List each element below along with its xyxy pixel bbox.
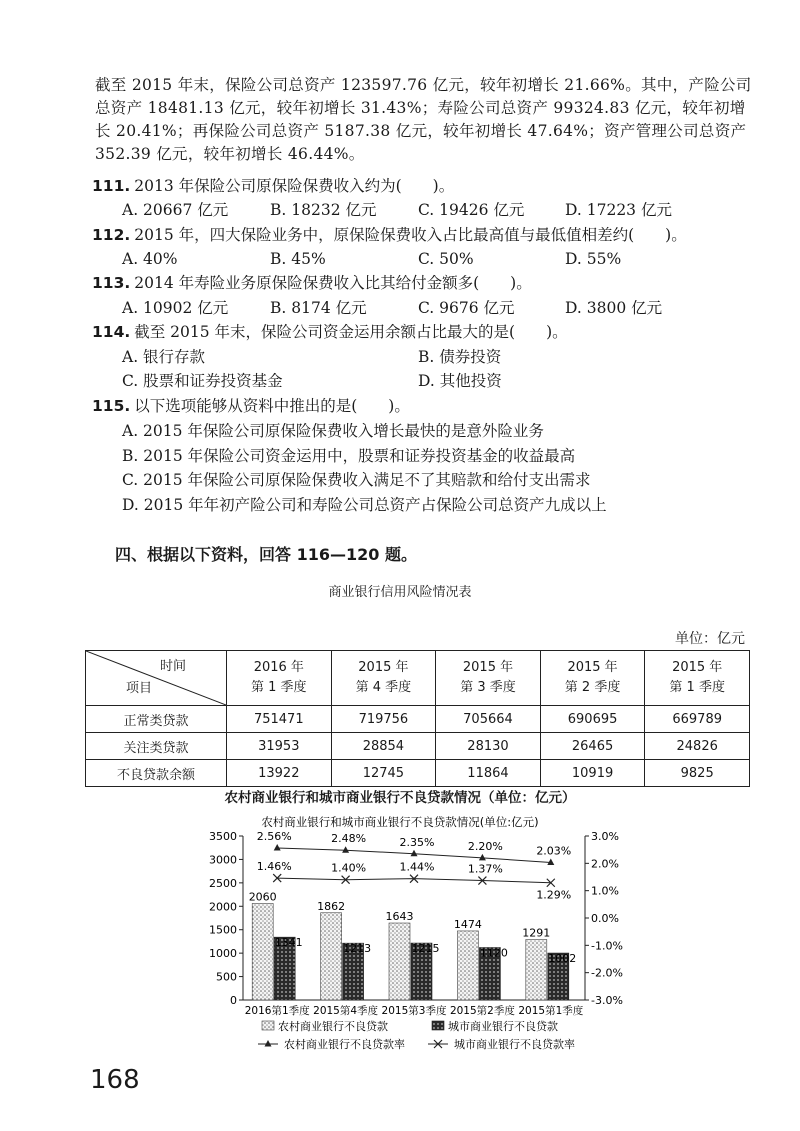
rural-rate-point xyxy=(479,854,486,861)
bar-rural xyxy=(457,931,478,1000)
left-tick-label: 500 xyxy=(216,970,237,984)
table-cell: 10919 xyxy=(540,760,645,787)
question-text: 2014 年寿险业务原保险保费收入比其给付金额多( )。 xyxy=(134,274,532,292)
option-a[interactable]: A. 40% xyxy=(122,250,178,268)
bar-rural xyxy=(252,903,273,1000)
bar-rural xyxy=(526,940,547,1000)
legend-label: 农村商业银行不良贷款 xyxy=(278,1020,388,1033)
option-c[interactable]: C. 股票和证券投资基金 xyxy=(122,372,283,390)
bar-value-label: 1213 xyxy=(343,942,372,956)
left-tick-label: 2000 xyxy=(209,900,237,914)
rate-label: 1.37% xyxy=(467,862,503,876)
option-a[interactable]: A. 2015 年保险公司原保险保费收入增长最快的是意外险业务 xyxy=(122,422,544,440)
row-label: 不良贷款余额 xyxy=(86,760,227,787)
rate-label: 2.20% xyxy=(467,839,503,853)
bar-value-label: 1002 xyxy=(548,952,577,966)
rate-label: 1.46% xyxy=(256,860,292,874)
table-cell: 690695 xyxy=(540,706,645,733)
column-header: 2015 年 第 2 季度 xyxy=(540,651,645,706)
rural-rate-point xyxy=(274,844,281,851)
right-tick-label: 1.0% xyxy=(591,884,619,898)
table-cell: 31953 xyxy=(227,733,332,760)
question-text: 以下选项能够从资料中推出的是( )。 xyxy=(134,397,410,415)
question-text: 截至 2015 年末，保险公司资金运用余额占比最大的是( )。 xyxy=(134,323,568,341)
category-label: 2015第4季度 xyxy=(313,1005,379,1017)
rate-label: 1.40% xyxy=(331,861,367,875)
option-b[interactable]: B. 债券投资 xyxy=(418,348,502,366)
table-cell: 12745 xyxy=(331,760,436,787)
left-tick-label: 1500 xyxy=(209,923,237,937)
option-b[interactable]: B. 8174 亿元 xyxy=(270,299,367,317)
question-text: 2013 年保险公司原保险保费收入约为( )。 xyxy=(134,177,455,195)
table-cell: 719756 xyxy=(331,706,436,733)
chart-outer-title: 农村商业银行和城市商业银行不良贷款情况（单位：亿元） xyxy=(224,790,576,806)
bar-value-label: 1862 xyxy=(317,899,346,913)
option-c[interactable]: C. 50% xyxy=(418,250,474,268)
table-cell: 13922 xyxy=(227,760,332,787)
intro-paragraph: 截至 2015 年末，保险公司总资产 123597.76 亿元，较年初增长 21.66%。其中，产险公司总资产 18481.13 亿元，较年初增长 31.43%；寿险公司总资产 99324.83 亿元，较年初增长 20.41%；再保险公司总资产 5187.38 亿元，较年初增长 47.64%；资产管理公司总资产 352.39 亿元，较年初增长 46.44%。 xyxy=(95,76,752,163)
legend-label: 城市商业银行不良贷款 xyxy=(448,1020,558,1033)
right-tick-label: -1.0% xyxy=(591,939,623,953)
column-header: 2015 年 第 4 季度 xyxy=(331,651,436,706)
option-b[interactable]: B. 45% xyxy=(270,250,326,268)
chart-lines xyxy=(257,830,572,902)
right-tick-label: 3.0% xyxy=(591,830,619,843)
column-header: 2016 年 第 1 季度 xyxy=(227,651,332,706)
option-c[interactable]: C. 19426 亿元 xyxy=(418,201,525,219)
left-tick-label: 3000 xyxy=(209,853,237,867)
table-cell: 28854 xyxy=(331,733,436,760)
table-cell: 751471 xyxy=(227,706,332,733)
question-number: 114. xyxy=(92,323,131,341)
option-b[interactable]: B. 18232 亿元 xyxy=(270,201,377,219)
option-a[interactable]: A. 20667 亿元 xyxy=(122,201,229,219)
row-label: 正常类贷款 xyxy=(86,706,227,733)
category-label: 2015第1季度 xyxy=(518,1005,584,1017)
credit-risk-table xyxy=(85,650,750,787)
option-d[interactable]: D. 17223 亿元 xyxy=(565,201,672,219)
bar-rural xyxy=(321,913,342,1000)
bar-rural xyxy=(389,923,410,1000)
right-tick-label: 2.0% xyxy=(591,857,619,871)
section-heading: 四、根据以下资料，回答 116—120 题。 xyxy=(115,545,417,564)
page-number: 168 xyxy=(90,1065,140,1095)
rate-label: 1.44% xyxy=(399,860,435,874)
category-label: 2016第1季度 xyxy=(244,1005,310,1017)
bar-value-label: 1643 xyxy=(385,910,414,924)
legend-swatch-urban xyxy=(432,1021,444,1030)
question-number: 115. xyxy=(92,397,131,415)
corner-label-time: 时间 xyxy=(159,659,186,674)
question-text: 2015 年，四大保险业务中，原保险保费收入占比最高值与最低值相差约( )。 xyxy=(134,226,687,244)
left-tick-label: 3500 xyxy=(209,830,237,843)
table-cell: 11864 xyxy=(436,760,541,787)
question-number: 112. xyxy=(92,226,131,244)
table-cell: 705664 xyxy=(436,706,541,733)
table-cell: 26465 xyxy=(540,733,645,760)
category-label: 2015第2季度 xyxy=(449,1005,515,1017)
left-tick-label: 1000 xyxy=(209,947,237,961)
table-row xyxy=(86,760,750,787)
table-unit: 单位：亿元 xyxy=(675,631,745,647)
left-tick-label: 2500 xyxy=(209,876,237,890)
table-title: 商业银行信用风险情况表 xyxy=(328,585,472,600)
bar-value-label: 1474 xyxy=(453,917,482,931)
option-d[interactable]: D. 其他投资 xyxy=(418,372,502,390)
row-label: 关注类贷款 xyxy=(86,733,227,760)
table-row xyxy=(86,706,750,733)
table-cell: 9825 xyxy=(645,760,750,787)
diagonal-line xyxy=(86,651,226,705)
rural-rate-point xyxy=(411,850,418,857)
option-a[interactable]: A. 10902 亿元 xyxy=(122,299,229,317)
question-number: 111. xyxy=(92,177,131,195)
rate-label: 2.48% xyxy=(331,832,367,846)
table-cell: 669789 xyxy=(645,706,750,733)
table-cell: 24826 xyxy=(645,733,750,760)
option-d[interactable]: D. 2015 年年初产险公司和寿险公司总资产占保险公司总资产九成以上 xyxy=(122,496,607,514)
option-c[interactable]: C. 9676 亿元 xyxy=(418,299,515,317)
table-header-row xyxy=(86,651,750,706)
rate-label: 2.03% xyxy=(536,844,572,858)
bar-value-label: 1215 xyxy=(411,942,440,956)
option-d[interactable]: D. 55% xyxy=(565,250,622,268)
option-a[interactable]: A. 银行存款 xyxy=(122,348,206,366)
column-header: 2015 年 第 3 季度 xyxy=(436,651,541,706)
right-tick-label: 0.0% xyxy=(591,912,619,925)
bar-value-label: 1120 xyxy=(479,946,508,960)
legend-label: 城市商业银行不良贷款率 xyxy=(454,1038,575,1051)
left-tick-label: 0 xyxy=(230,994,237,1007)
bar-value-label: 1291 xyxy=(522,926,551,940)
legend-swatch-rural xyxy=(262,1021,274,1030)
chart-inner-title: 农村商业银行和城市商业银行不良贷款情况(单位:亿元) xyxy=(261,815,539,829)
legend-label: 农村商业银行不良贷款率 xyxy=(284,1038,405,1051)
option-c[interactable]: C. 2015 年保险公司原保险保费收入满足不了其赔款和给付支出需求 xyxy=(122,471,591,489)
right-tick-label: -3.0% xyxy=(591,994,623,1007)
bar-value-label: 2060 xyxy=(248,890,277,904)
rural-rate-point xyxy=(342,846,349,853)
table-row xyxy=(86,733,750,760)
bar-value-label: 1341 xyxy=(274,936,303,950)
category-label: 2015第3季度 xyxy=(381,1005,447,1017)
option-d[interactable]: D. 3800 亿元 xyxy=(565,299,663,317)
option-b[interactable]: B. 2015 年保险公司资金运用中，股票和证券投资基金的收益最高 xyxy=(122,447,576,465)
rate-label: 1.29% xyxy=(536,888,572,902)
question-number: 113. xyxy=(92,274,131,292)
column-header: 2015 年 第 1 季度 xyxy=(645,651,750,706)
rate-label: 2.35% xyxy=(399,835,435,849)
table-corner-cell xyxy=(86,651,227,706)
npl-chart xyxy=(0,806,800,1066)
chart-legend xyxy=(258,1019,575,1051)
rural-rate-point xyxy=(547,859,554,866)
table-cell: 28130 xyxy=(436,733,541,760)
corner-label-item: 项目 xyxy=(126,681,153,696)
rate-label: 2.56% xyxy=(256,830,292,844)
right-tick-label: -2.0% xyxy=(591,966,623,980)
chart-bars xyxy=(249,890,577,1000)
legend-marker-triangle xyxy=(265,1040,272,1047)
